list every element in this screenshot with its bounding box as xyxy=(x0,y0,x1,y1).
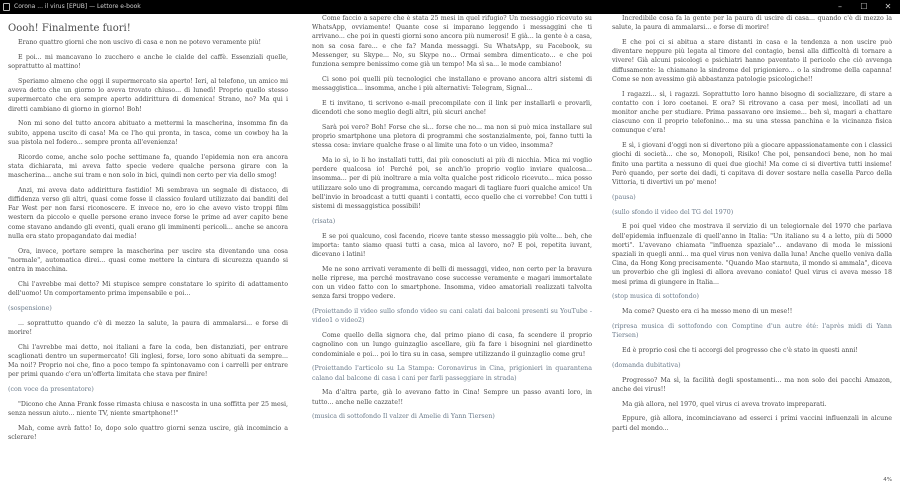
paragraph: Incredibile cosa fa la gente per la paura di uscire di casa... quando c'è di mezzo la salute, la paura di ammalarsi... e forse di morire! xyxy=(612,15,892,32)
stage-direction: (Proiettando il video sullo sfondo video su cani calati dai balconi presenti su YouTube - video1 o video2) xyxy=(312,308,592,325)
stage-direction: (risata) xyxy=(312,217,336,225)
paragraph: Ora, invece, portare sempre la mascherina per uscire sta diventando una cosa "normale", automatica direi... quasi come mettere la cintura di sicurezza quando si entra in macchina. xyxy=(8,247,288,274)
text-column-3 xyxy=(612,14,892,469)
stage-direction: (Proiettando l'articolo su La Stampa: Coronavirus in Cina, prigionieri in quarantena calano dal balcone di casa i cani per farli passeggiare in strada) xyxy=(312,365,592,382)
paragraph: Chi l'avrebbe mai detto, noi italiani a fare la coda, ben distanziati, per entrare scaglionati dentro un supermercato! Gli inglesi, forse, loro sono abituati da sempre... Ma noi!? Proprio noi che, fino a poco tempo fa spintonavamo con i carrelli per entrare per primi quando c'era un'offerta limitata che stava per finire! xyxy=(8,343,288,379)
stage-direction: (domanda dubitativa) xyxy=(612,361,681,369)
text-column-1 xyxy=(8,14,288,469)
paragraph: Ma d'altra parte, già lo avevano fatto in Cina! Sempre un passo avanti loro, in tutto... anche nelle cazzate!! xyxy=(312,389,592,406)
paragraph: Ci sono poi quelli più tecnologici che installano e provano ancora altri sistemi di messaggistica... insomma, anche i più alternativi: Telegram, Signal... xyxy=(312,75,592,93)
minimize-button[interactable]: – xyxy=(838,2,842,11)
stage-direction: (ripresa musica di sottofondo con Comptine d'un autre été: l'après midi di Yann Tiersen) xyxy=(612,323,892,340)
reading-progress: 4% xyxy=(883,477,892,483)
paragraph: ... soprattutto quando c'è di mezzo la salute, la paura di ammalarsi... e forse di morire! xyxy=(8,319,288,336)
stage-direction: (sullo sfondo il video del TG del 1970) xyxy=(612,208,734,216)
paragraph: Progresso? Ma sì, la facilità degli spostamenti... ma non solo dei pacchi Amazon, anche dei virus!! xyxy=(612,376,892,393)
paragraph: Ma già allora, nel 1970, quel virus ci aveva trovato impreparati. xyxy=(622,400,827,408)
paragraph: Non mi sono del tutto ancora abituato a mettermi la mascherina, insomma fin da subito, appena uscito di casa! Ma ce l'ho qui pronta, in tasca, come un cowboy ha la sua pistola nel fodero... sempre pronta all'evenienza! xyxy=(8,120,288,146)
ebook-app-icon xyxy=(3,3,10,11)
paragraph: Speriamo almeno che oggi il supermercato sia aperto! Ieri, al telefono, un amico mi aveva detto che un giorno lo aveva trovato chiuso... di lunedì! Proprio quello stesso supermercato che era sempre aperto addirittura di domenica! Strano, no? Ma qui i diretti cambiano di giorno in giorno! Boh! xyxy=(8,78,288,113)
paragraph: E sì, i giovani d'oggi non si divertono più a giocare appassionatamente con i classici giochi di società... che so, Monopoli, Risiko! Che poi, pensandoci bene, non ho mai finito una partita a nessuno di quei due giochi! Ma come ci si divertiva tutti insieme! Però quando, per sorte dei dadi, ti capitava di dover sostare nella casella Parco della Vittoria, ti divertivi un po' meno! xyxy=(612,142,892,187)
paragraph: I ragazzi... sì, i ragazzi. Soprattutto loro hanno bisogno di socializzare, di stare a contatto con i loro coetanei. E ora? Si ritrovano a casa per mesi, incollati ad un monitor anche per studiare. Prima passavano ore insieme... beh sì, magari a chattare ciascuno con il proprio telefonino... ma su una stessa panchina e la vicinanza fisica comunque c'era! xyxy=(612,90,892,135)
stage-direction: (con voce da presentatore) xyxy=(8,386,94,394)
reader-page[interactable] xyxy=(0,14,900,485)
text-column-2 xyxy=(312,14,592,469)
title-bar xyxy=(0,0,900,14)
stage-direction: (musica di sottofondo Il valzer di Amelie di Yann Tiersen) xyxy=(312,413,495,421)
paragraph: Ma come? Questo era ci ha messo meno di un mese!! xyxy=(622,308,793,316)
paragraph: E che poi ci si abitua a stare distanti in casa e la tendenza a non uscire può diventare neppure più legata al timore del contagio, bensì alla difficoltà di tornare a vivere! Già alcuni psicologi e psichiatri hanno paventato il pericolo che ciò avvenga diffusamente: la chiamano la sindrome del prigioniero... o la sindrome della capanna! Come se non avessimo già abbastanza patologie psicologiche!! xyxy=(612,39,892,83)
maximize-button[interactable]: ☐ xyxy=(860,2,868,11)
paragraph: Me ne sono arrivati veramente di belli di messaggi, video, non certo per la bravura nelle riprese, ma perché mostravano cose successe veramente e magari immortalate con un video fatto con lo smartphone. Insomma, video amatoriali realizzati talvolta senza farsi troppo vedere. xyxy=(312,265,592,301)
paragraph: "Dicono che Anna Frank fosse rimasta chiusa e nascosta in una soffitta per 25 mesi, senza nessun aiuto... niente TV, niente smartphone!!" xyxy=(8,400,288,418)
paragraph: Anzi, mi aveva dato addirittura fastidio! Mi sembrava un segnale di distacco, di diffidenza verso gli altri, quasi come fosse il classico foulard utilizzato dai banditi del Far West per non farsi riconoscere. E invece no, ero io che avevo visto troppi film western da piccolo e quelle persone erano invece forse le prime ad aver capito bene come stavano andando gli eventi, quali erano gli imminenti pericoli... anche se ancora nulla era stato propagandato dai media! xyxy=(8,186,288,240)
close-button[interactable]: ✕ xyxy=(884,2,892,11)
paragraph: Mah, come avrà fatto! Io, dopo solo quattro giorni senza uscire, già incomincio a sclerare! xyxy=(8,424,288,442)
paragraph: Come faccio a sapere che è stata 25 mesi in quel rifugio? Un messaggio ricevuto su WhatsApp, ovviamente! Quante cose si imparano leggendo i messaggini che ti arrivano... che poi in questi giorni sono ancora più numerosi! E già... la gente è a casa, non sa cosa fare... e che fa? Manda messaggi. Su WhatsApp, su Facebook, su Messenger, su Skype... No, su Skype no... Ormai sembra dimenticato... e che poi funziona sempre benissimo come già un tempo! Ma sì sa... le mode cambiano! xyxy=(312,15,592,69)
paragraph: Ma io sì, io li ho installati tutti, dai più conosciuti ai più di nicchia. Mica mi voglio perdere qualcosa io! Perché poi, se anch'io proprio voglio inviare qualcosa... insomma... per di più inoltrare a mia volta qualche post ridicolo ricevuto... mica posso utilizzare solo uno di programma, cercando magari di tagliare fuori qualche amico! Un bell'invio in broadcast a tutti quanti i contatti, ecco quello che ci vorrebbe! Con tutti i sistemi di messaggistica possibili! xyxy=(312,157,592,211)
paragraph: Oooh! Finalmente fuori! xyxy=(8,23,131,34)
paragraph: Chi l'avrebbe mai detto? Mi stupisce sempre constatare lo spirito di adattamento dell'uomo! Un comportamento prima impensabile e poi... xyxy=(8,280,288,298)
paragraph: Ricordo come, anche solo poche settimane fa, quando l'epidemia non era ancora stata dichiarata, mi aveva fatto specie vedere qualche persona girare con la mascherina... anche sui tram e non solo in bici, quindi non certo per via dello smog! xyxy=(8,153,288,180)
paragraph: Erano quattro giorni che non uscivo di casa e non ne potevo veramente più! xyxy=(18,39,262,47)
stage-direction: (sospensione) xyxy=(8,304,52,312)
paragraph: E poi... mi mancavano lo zucchero e anche le cialde del caffè. Essenziali quelle, soprattutto al mattino! xyxy=(8,54,288,71)
paragraph: Sarà poi vero? Boh! Forse che sì... forse che no... ma non si può mica installare sul proprio smartphone una pletora di programmi che sostanzialmente, poi, fanno tutti la stessa cosa: inviare qualche frase o al limite una foto o un video, insomma? xyxy=(312,123,592,150)
stage-direction: (pausa) xyxy=(612,193,636,201)
paragraph: Come quello della signora che, dal primo piano di casa, fa scendere il proprio cagnolino con un lungo guinzaglio ascellare, giù fa fare i bisognini nel giardinetto condominiale e poi... poi lo tira su in casa, sempre utilizzando il guinzaglio come gru! xyxy=(312,332,592,358)
paragraph: Eppure, già allora, incominciavano ad esserci i primi vaccini influenzali in alcune parti del mondo... xyxy=(612,415,892,432)
stage-direction: (stop musica di sottofondo) xyxy=(612,293,699,301)
window-title: Corona ... il virus [EPUB] — Lettore e-book xyxy=(14,3,141,10)
paragraph: Ed è proprio così che ti accorgi del progresso che c'è stato in questi anni! xyxy=(622,347,858,355)
paragraph: E se poi qualcuno, così facendo, riceve tante stesso messaggio più volte... beh, che importa: tanto siamo quasi tutti a casa, mica al lavoro, no? E poi, repetita iuvant, dicevano i latini! xyxy=(312,232,592,259)
paragraph: E poi quel video che mostrava il servizio di un telegiornale del 1970 che parlava dell'epidemia influenzale di quell'anno in Italia: "Un italiano su 4 a letto, più di 5000 morti". L'avevano chiamata "influenza spaziale"... andavano di moda le missioni spaziali in quegli anni... ma quel virus non veniva dalla luna! Anche quello veniva dalla Cina, da Hong Kong precisamente. "Quando Mao starnuta, il mondo si ammala", diceva un proverbio che gli inglesi di allora avevano coniato! Quel virus ci aveva messo 18 mesi prima di giungere in Italia... xyxy=(612,223,892,286)
paragraph: E ti invitano, ti scrivono e-mail precompilate con il link per installarli e provarli, dicendoti che sono meglio degli altri, più sicuri anche! xyxy=(312,99,592,117)
